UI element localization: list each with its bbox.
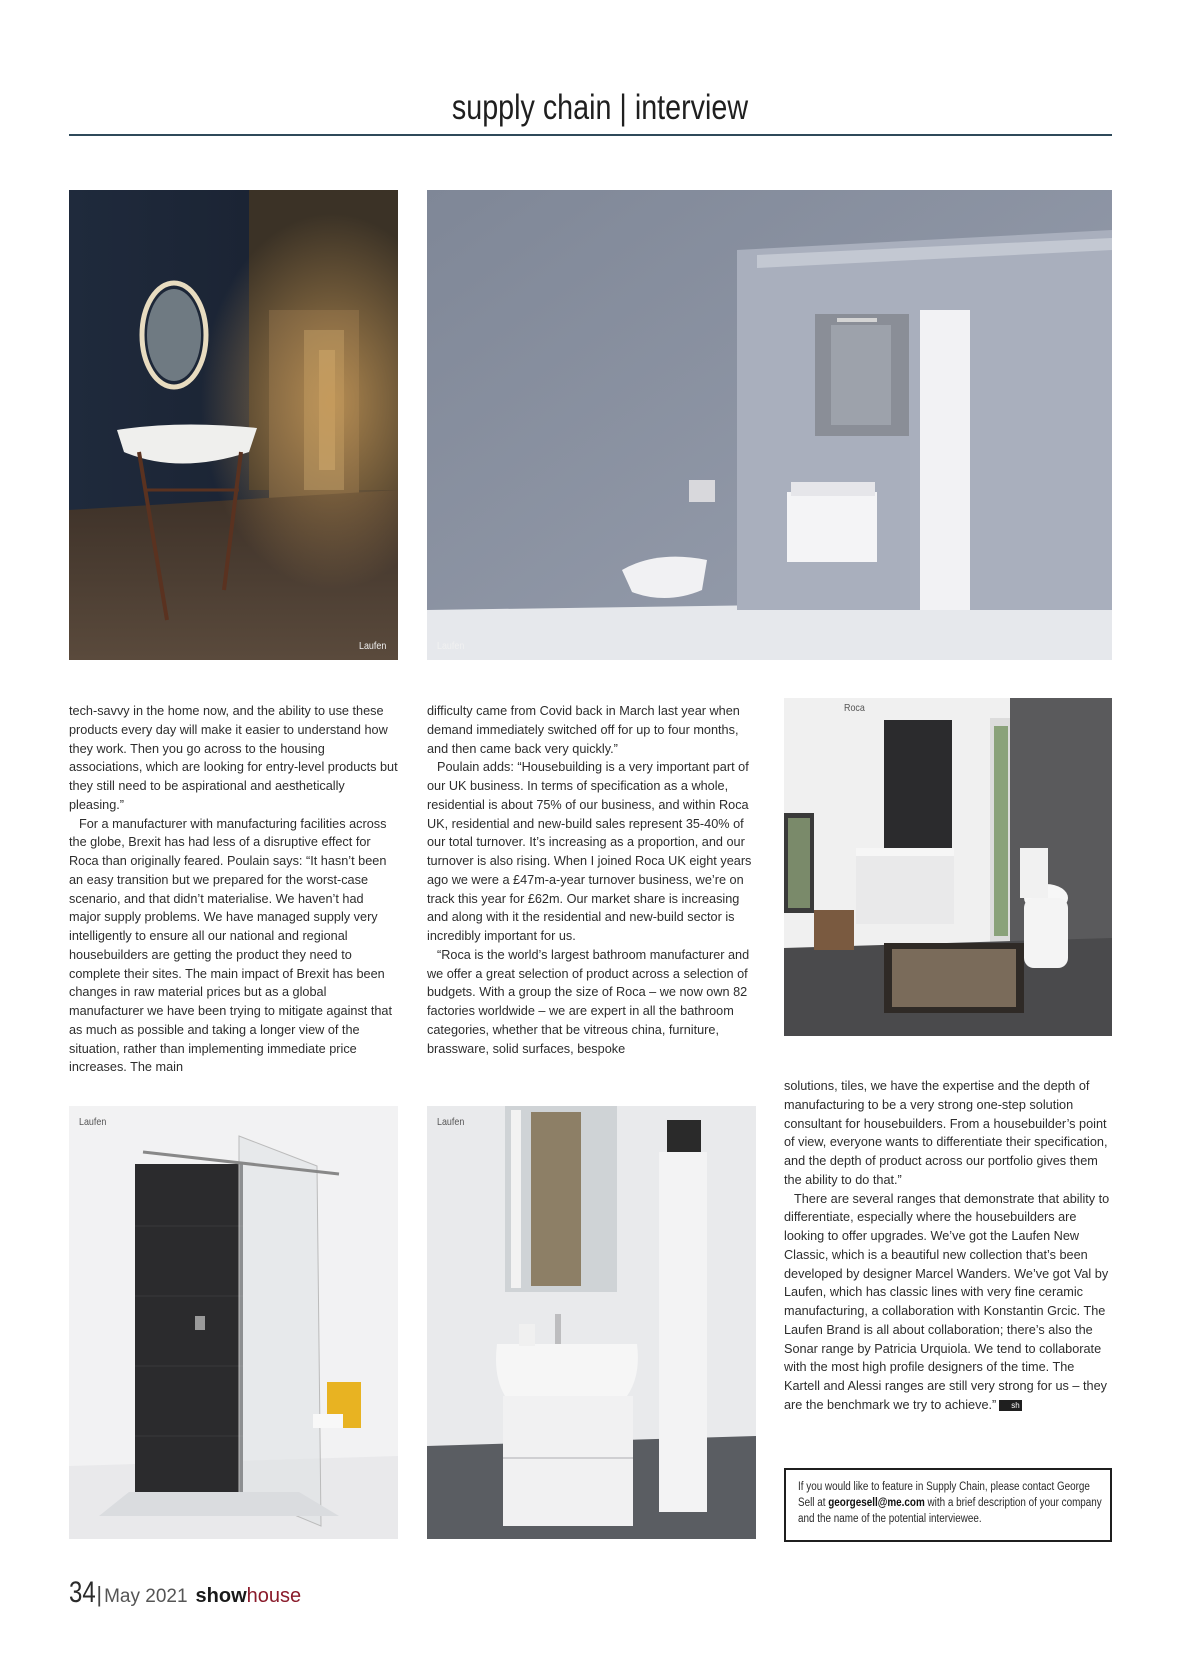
article-paragraph: difficulty came from Covid back in March last year when demand immediately switched off for up to four months, and then came back very quickly.” (427, 704, 740, 756)
photo-credit: Laufen (359, 640, 387, 652)
article-paragraph: tech-savvy in the home now, and the ability to use these products every day will make it easier to understand how they work. Then you go across to the housing associations, which are looking for entry-level products but they still need to be aspirational and aesthetically pleasing.” (69, 704, 398, 812)
article-paragraph: solutions, tiles, we have the expertise and the depth of manufacturing to be a very strong one-step solution consultant for housebuilders. From a housebuilder’s point of view, everyone wants to differentiate their specification, and the depth of product across our portfolio gives them the ability to do that.” (784, 1079, 1108, 1187)
article-paragraph-final (784, 1190, 1112, 1415)
page-footer (69, 1576, 301, 1612)
photo-laufen-classic-washbasin (69, 190, 398, 660)
contact-text: If you would like to feature in Supply Chain, please contact George Sell at (798, 1481, 1090, 1509)
photo-credit: Laufen (79, 1116, 107, 1128)
contact-email-link[interactable]: georgesell@me.com (828, 1497, 925, 1509)
article-paragraph: “Roca is the world’s largest bathroom manufacturer and we offer a great selection of product across a selection of budgets. With a group the size of Roca – we now own 82 factories worldwide – we are expert in all the bathroom categories, whether that be vitreous china, furniture, brassware, solid surfaces, bespoke (427, 947, 750, 1056)
issue-date: May 2021 (104, 1586, 188, 1607)
brand-logo-light: house (246, 1585, 302, 1607)
contact-text: with a brief description of your company and the name of the potential interviewee. (798, 1497, 1102, 1525)
photo-credit: Laufen (437, 1116, 465, 1128)
page-number: 34 (69, 1576, 96, 1609)
photo-credit: Roca (844, 702, 865, 714)
header-rule (69, 134, 1112, 136)
article-column-2 (427, 702, 756, 1058)
article-paragraph: Poulain adds: “Housebuilding is a very important part of our UK business. In terms of specification as a whole, residential is about 75% of our business, and within Roca UK, residential and new-build sales represent 35-40% of our total turnover. It’s increasing as a proportion, and our turnover is also rising. When I joined Roca UK eight years ago we were a £47m-a-year turnover business, we’re on track this year for £62m. Our market share is increasing and along with it the residential and new-build sector is incredibly important for us. (427, 760, 752, 943)
article-paragraph-text: There are several ranges that demonstrate that ability to differentiate, especially where the housebuilders are looking to offer upgrades. We’ve got the Laufen New Classic, which is a beautiful new collection that’s been developed by designer Marcel Wanders. We’ve got Val by Laufen, which has classic lines with very fine ceramic manufacturing, a collaboration with Konstantin Grcic. The Laufen Brand is all about collaboration; there’s also the Sonar range by Patricia Urquiola. We tend to collaborate with the most high profile designers of the time. The Kartell and Alessi ranges are still very strong for us – they are the benchmark we try to achieve.” (784, 1191, 1110, 1412)
article-paragraph: For a manufacturer with manufacturing facilities across the globe, Brexit has had less of a disruptive effect for Roca than originally feared. Poulain says: “It hasn’t been an easy transition but we prepared for the worst-case scenario, and that didn’t materialise. We haven’t had major supply problems. We have managed supply very intelligently to ensure all our national and regional housebuilders are getting the product they need to complete their sites. The main impact of Brexit has been changes in raw material prices but as a global manufacturer we have been trying to mitigate against that as much as possible and taking a longer view of the situation, rather than implementing immediate price increases. The main (69, 816, 393, 1075)
photo-roca-bathroom (784, 698, 1112, 1036)
article-column-1 (69, 702, 398, 1077)
photo-credit: Laufen (437, 640, 465, 652)
end-mark-icon: sh (999, 1400, 1021, 1411)
photo-laufen-vanity-unit (427, 1106, 756, 1539)
contact-info-box (784, 1468, 1112, 1542)
footer-separator: | (96, 1582, 103, 1607)
brand-logo-bold: show (195, 1585, 247, 1607)
article-column-3 (784, 1077, 1112, 1415)
photo-laufen-grey-bathroom (427, 190, 1112, 660)
page-section-title: supply chain | interview (451, 88, 749, 127)
photo-laufen-walk-in-shower (69, 1106, 398, 1539)
